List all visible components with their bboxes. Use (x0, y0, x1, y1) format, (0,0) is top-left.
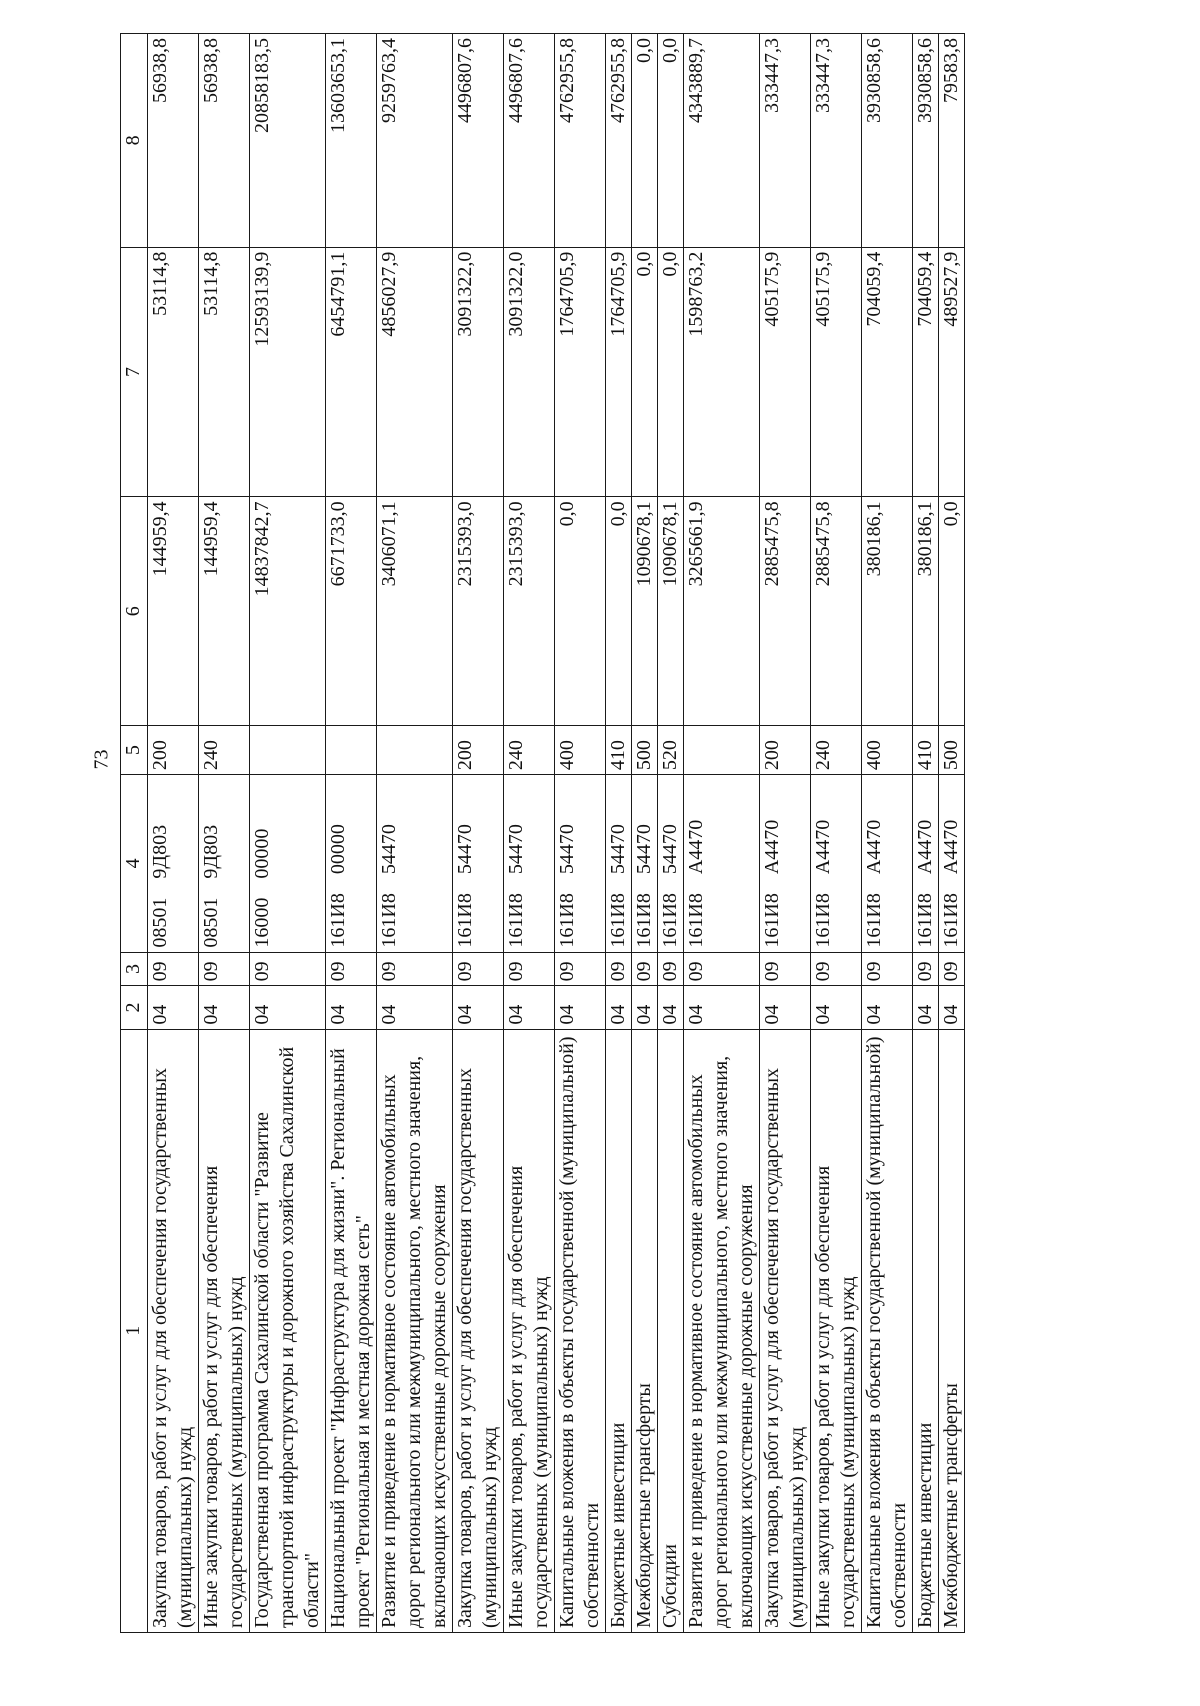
amount-col-8: 79583,8 (939, 34, 965, 248)
subsection-code: 09 (504, 952, 555, 986)
expense-type-code: 410 (606, 726, 632, 775)
subsection-code: 09 (606, 952, 632, 986)
subsection-code: 09 (453, 952, 504, 986)
item-name: Государственная программа Сахалинской области "Развитие транспортной инфраструктуры и дорожного хозяйства Сахалинской области" (250, 1029, 326, 1632)
amount-col-6: 3406071,1 (377, 497, 453, 726)
column-header: 1 (121, 1029, 148, 1632)
table-row (326, 34, 377, 1633)
column-header: 2 (121, 986, 148, 1029)
page-number: 73 (90, 749, 113, 770)
section-code: 04 (504, 986, 555, 1029)
amount-col-6: 14837842,7 (250, 497, 326, 726)
amount-col-6: 2885475,8 (760, 497, 811, 726)
target-item-code: 161И8 54470 (606, 775, 632, 952)
item-name: Иные закупки товаров, работ и услуг для обеспечения государственных (муниципальных) нужд (504, 1029, 555, 1632)
amount-col-7: 6454791,1 (326, 247, 377, 497)
table-row (250, 34, 326, 1633)
section-code: 04 (939, 986, 965, 1029)
column-header: 3 (121, 952, 148, 986)
amount-col-8: 0,0 (632, 34, 658, 248)
amount-col-7: 1598763,2 (684, 247, 760, 497)
amount-col-6: 380186,1 (913, 497, 939, 726)
target-item-code: 161И8 А4470 (811, 775, 862, 952)
amount-col-7: 405175,9 (811, 247, 862, 497)
amount-col-8: 9259763,4 (377, 34, 453, 248)
expense-type-code (684, 726, 760, 775)
section-code: 04 (913, 986, 939, 1029)
table-row (939, 34, 965, 1633)
section-code: 04 (148, 986, 199, 1029)
table-row (811, 34, 862, 1633)
amount-col-7: 0,0 (632, 247, 658, 497)
subsection-code: 09 (199, 952, 250, 986)
section-code: 04 (684, 986, 760, 1029)
item-name: Развитие и приведение в нормативное состояние автомобильных дорог регионального или межмуниципального, местного значения, включающих искусственные дорожные сооружения (377, 1029, 453, 1632)
amount-col-7: 12593139,9 (250, 247, 326, 497)
item-name: Иные закупки товаров, работ и услуг для обеспечения государственных (муниципальных) нужд (811, 1029, 862, 1632)
table-row (913, 34, 939, 1633)
subsection-code: 09 (913, 952, 939, 986)
table-header-row (121, 34, 148, 1633)
amount-col-7: 1764705,9 (555, 247, 606, 497)
amount-col-8: 333447,3 (811, 34, 862, 248)
amount-col-8: 4496807,6 (453, 34, 504, 248)
target-item-code: 161И8 54470 (504, 775, 555, 952)
expense-type-code: 240 (504, 726, 555, 775)
expense-type-code: 500 (632, 726, 658, 775)
subsection-code: 09 (250, 952, 326, 986)
target-item-code: 161И8 А4470 (760, 775, 811, 952)
target-item-code: 161И8 00000 (326, 775, 377, 952)
subsection-code: 09 (555, 952, 606, 986)
item-name: Межбюджетные трансферты (939, 1029, 965, 1632)
amount-col-7: 489527,9 (939, 247, 965, 497)
item-name: Капитальные вложения в объекты государственной (муниципальной) собственности (862, 1029, 913, 1632)
column-header: 4 (121, 775, 148, 952)
amount-col-8: 4343889,7 (684, 34, 760, 248)
amount-col-6: 380186,1 (862, 497, 913, 726)
item-name: Бюджетные инвестиции (913, 1029, 939, 1632)
section-code: 04 (453, 986, 504, 1029)
table-row (862, 34, 913, 1633)
target-item-code: 161И8 54470 (377, 775, 453, 952)
amount-col-6: 144959,4 (199, 497, 250, 726)
section-code: 04 (811, 986, 862, 1029)
amount-col-6: 2315393,0 (504, 497, 555, 726)
amount-col-7: 3091322,0 (453, 247, 504, 497)
amount-col-6: 2315393,0 (453, 497, 504, 726)
column-header: 5 (121, 726, 148, 775)
table-row (760, 34, 811, 1633)
expense-type-code (326, 726, 377, 775)
table-row (148, 34, 199, 1633)
amount-col-6: 3265661,9 (684, 497, 760, 726)
amount-col-7: 1764705,9 (606, 247, 632, 497)
item-name: Субсидии (658, 1029, 684, 1632)
subsection-code: 09 (811, 952, 862, 986)
table-row (606, 34, 632, 1633)
item-name: Межбюджетные трансферты (632, 1029, 658, 1632)
target-item-code: 161И8 А4470 (862, 775, 913, 952)
amount-col-8: 333447,3 (760, 34, 811, 248)
table-row (555, 34, 606, 1633)
column-header: 6 (121, 497, 148, 726)
subsection-code: 09 (760, 952, 811, 986)
amount-col-8: 13603653,1 (326, 34, 377, 248)
subsection-code: 09 (939, 952, 965, 986)
amount-col-6: 0,0 (555, 497, 606, 726)
subsection-code: 09 (148, 952, 199, 986)
expense-type-code: 400 (862, 726, 913, 775)
amount-col-7: 3091322,0 (504, 247, 555, 497)
amount-col-8: 4762955,8 (606, 34, 632, 248)
section-code: 04 (377, 986, 453, 1029)
expense-type-code: 240 (199, 726, 250, 775)
amount-col-7: 0,0 (658, 247, 684, 497)
amount-col-8: 4496807,6 (504, 34, 555, 248)
expense-type-code: 410 (913, 726, 939, 775)
column-header: 7 (121, 247, 148, 497)
subsection-code: 09 (377, 952, 453, 986)
amount-col-8: 20858183,5 (250, 34, 326, 248)
item-name: Закупка товаров, работ и услуг для обеспечения государственных (муниципальных) нужд (148, 1029, 199, 1632)
target-item-code: 16000 00000 (250, 775, 326, 952)
amount-col-8: 3930858,6 (913, 34, 939, 248)
target-item-code: 161И8 А4470 (913, 775, 939, 952)
rotated-table-container (120, 33, 1180, 1633)
item-name: Бюджетные инвестиции (606, 1029, 632, 1632)
section-code: 04 (250, 986, 326, 1029)
section-code: 04 (632, 986, 658, 1029)
amount-col-8: 56938,8 (199, 34, 250, 248)
amount-col-7: 704059,4 (913, 247, 939, 497)
section-code: 04 (760, 986, 811, 1029)
section-code: 04 (658, 986, 684, 1029)
amount-col-6: 6671733,0 (326, 497, 377, 726)
target-item-code: 161И8 54470 (453, 775, 504, 952)
expense-type-code: 240 (811, 726, 862, 775)
target-item-code: 161И8 А4470 (684, 775, 760, 952)
amount-col-7: 704059,4 (862, 247, 913, 497)
item-name: Капитальные вложения в объекты государственной (муниципальной) собственности (555, 1029, 606, 1632)
subsection-code: 09 (684, 952, 760, 986)
amount-col-7: 53114,8 (199, 247, 250, 497)
budget-table (120, 33, 965, 1633)
expense-type-code: 200 (760, 726, 811, 775)
expense-type-code: 400 (555, 726, 606, 775)
amount-col-8: 4762955,8 (555, 34, 606, 248)
amount-col-7: 4856027,9 (377, 247, 453, 497)
amount-col-7: 405175,9 (760, 247, 811, 497)
subsection-code: 09 (862, 952, 913, 986)
table-row (377, 34, 453, 1633)
section-code: 04 (555, 986, 606, 1029)
amount-col-7: 53114,8 (148, 247, 199, 497)
amount-col-8: 3930858,6 (862, 34, 913, 248)
amount-col-8: 56938,8 (148, 34, 199, 248)
amount-col-6: 0,0 (939, 497, 965, 726)
table-row (453, 34, 504, 1633)
amount-col-6: 0,0 (606, 497, 632, 726)
target-item-code: 161И8 А4470 (939, 775, 965, 952)
item-name: Развитие и приведение в нормативное состояние автомобильных дорог регионального или межмуниципального, местного значения, включающих искусственные дорожные сооружения (684, 1029, 760, 1632)
section-code: 04 (326, 986, 377, 1029)
table-row (504, 34, 555, 1633)
item-name: Национальный проект "Инфраструктура для жизни". Региональный проект "Региональная и местная дорожная сеть" (326, 1029, 377, 1632)
expense-type-code (377, 726, 453, 775)
section-code: 04 (199, 986, 250, 1029)
expense-type-code: 520 (658, 726, 684, 775)
subsection-code: 09 (658, 952, 684, 986)
expense-type-code: 200 (148, 726, 199, 775)
expense-type-code: 200 (453, 726, 504, 775)
target-item-code: 161И8 54470 (632, 775, 658, 952)
target-item-code: 161И8 54470 (555, 775, 606, 952)
amount-col-8: 0,0 (658, 34, 684, 248)
item-name: Закупка товаров, работ и услуг для обеспечения государственных (муниципальных) нужд (453, 1029, 504, 1632)
target-item-code: 161И8 54470 (658, 775, 684, 952)
item-name: Иные закупки товаров, работ и услуг для обеспечения государственных (муниципальных) нужд (199, 1029, 250, 1632)
table-row (658, 34, 684, 1633)
subsection-code: 09 (632, 952, 658, 986)
table-row (199, 34, 250, 1633)
amount-col-6: 1090678,1 (632, 497, 658, 726)
expense-type-code (250, 726, 326, 775)
amount-col-6: 144959,4 (148, 497, 199, 726)
table-body (148, 34, 965, 1633)
column-header: 8 (121, 34, 148, 248)
amount-col-6: 2885475,8 (811, 497, 862, 726)
subsection-code: 09 (326, 952, 377, 986)
section-code: 04 (606, 986, 632, 1029)
section-code: 04 (862, 986, 913, 1029)
amount-col-6: 1090678,1 (658, 497, 684, 726)
item-name: Закупка товаров, работ и услуг для обеспечения государственных (муниципальных) нужд (760, 1029, 811, 1632)
table-row (632, 34, 658, 1633)
target-item-code: 08501 9Д803 (199, 775, 250, 952)
expense-type-code: 500 (939, 726, 965, 775)
table-row (684, 34, 760, 1633)
target-item-code: 08501 9Д803 (148, 775, 199, 952)
